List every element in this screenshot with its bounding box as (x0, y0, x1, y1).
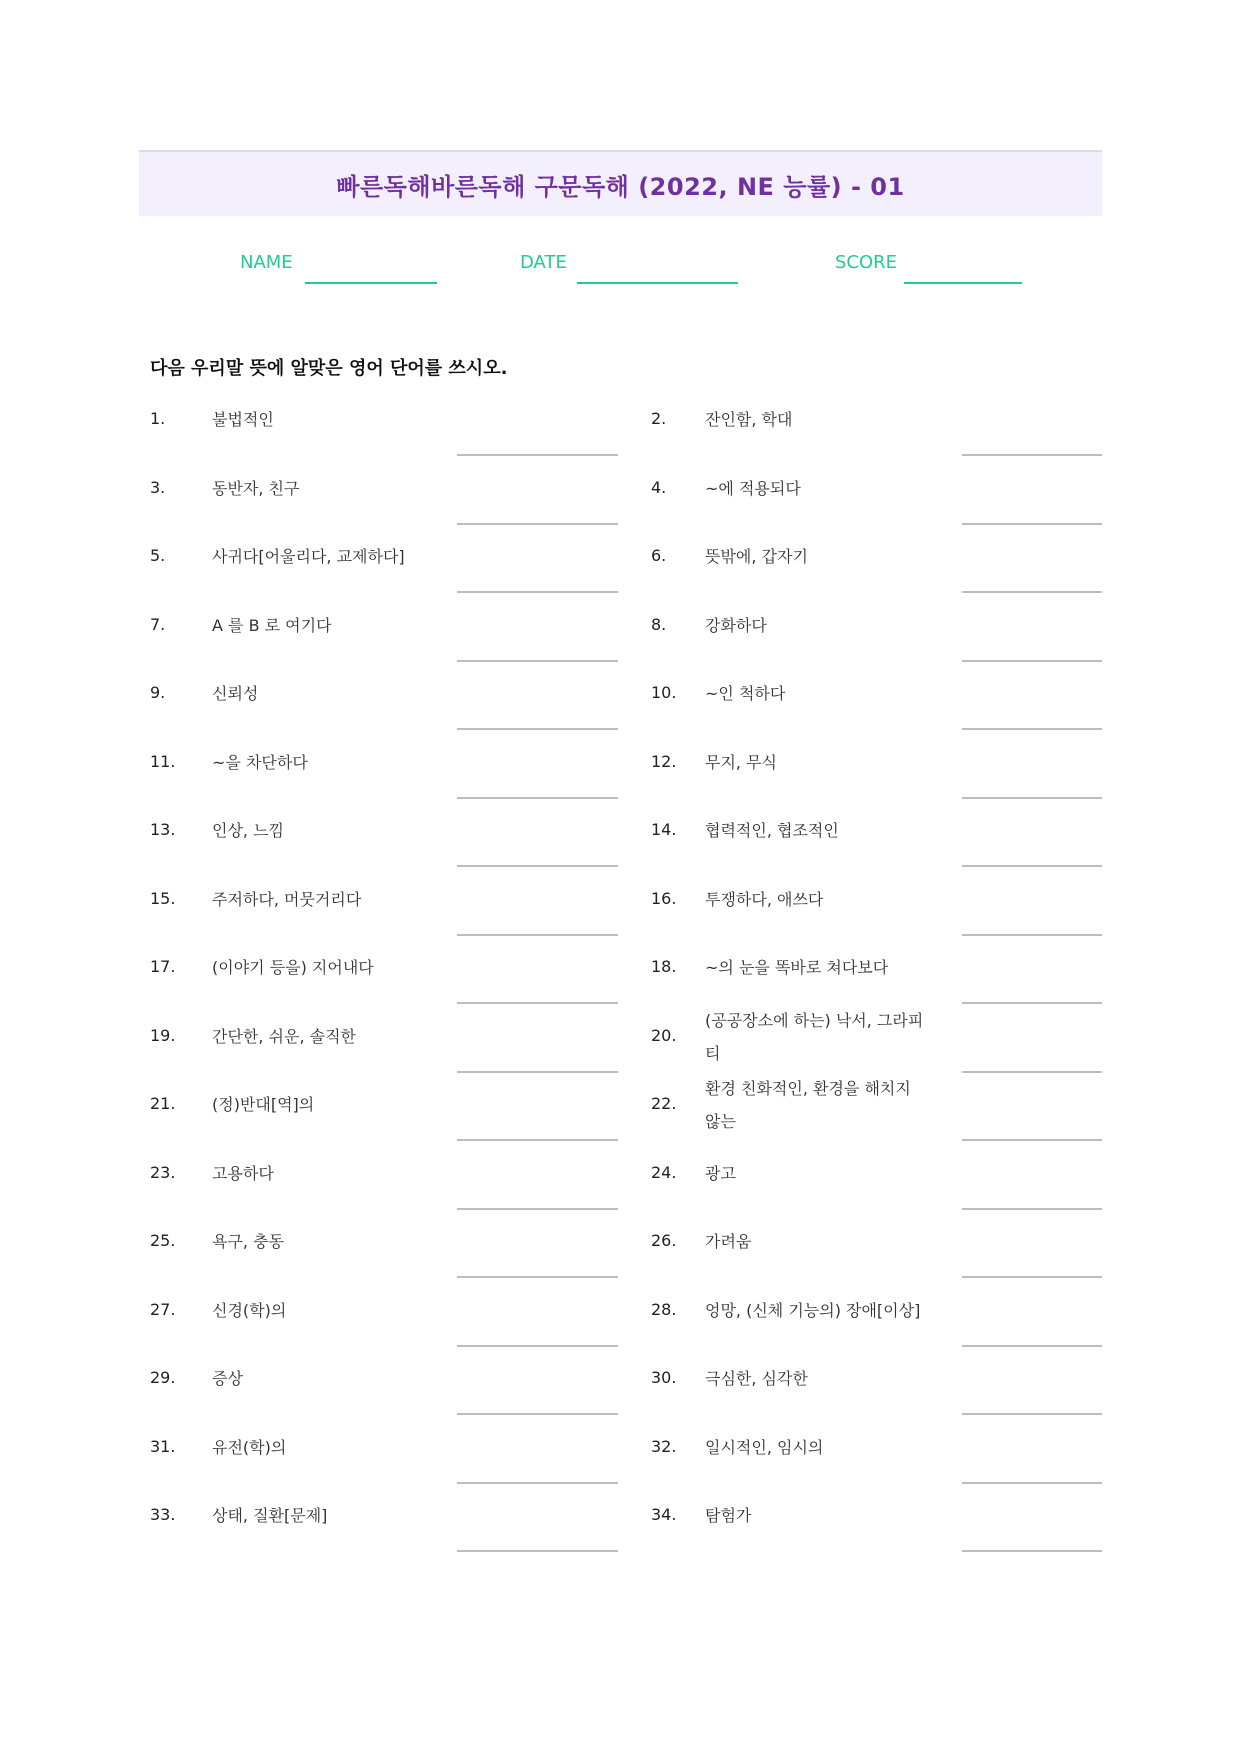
date-label: DATE (520, 252, 567, 273)
item-meaning: 인상, 느낌 (212, 821, 284, 840)
answer-blank-line[interactable] (457, 1482, 618, 1484)
item-meaning: 유전(학)의 (212, 1437, 287, 1457)
answer-blank-line[interactable] (457, 934, 618, 936)
item-meaning: 협력적인, 협조적인 (705, 821, 839, 840)
item-meaning: 신뢰성 (212, 684, 259, 703)
item-number: 25. (150, 1231, 176, 1250)
item-number: 24. (651, 1162, 677, 1182)
answer-blank-line[interactable] (962, 523, 1102, 525)
name-field-line[interactable] (305, 282, 437, 284)
answer-blank-line[interactable] (962, 1345, 1102, 1347)
answer-blank-line[interactable] (962, 660, 1102, 662)
answer-blank-line[interactable] (962, 1413, 1102, 1415)
item-number: 13. (150, 820, 176, 839)
item-number: 27. (150, 1299, 176, 1319)
answer-blank-line[interactable] (457, 660, 618, 662)
item-number: 6. (651, 546, 667, 565)
answer-blank-line[interactable] (457, 1002, 618, 1004)
item-number: 28. (651, 1299, 677, 1319)
score-label: SCORE (835, 252, 898, 273)
item-meaning: (이야기 등을) 지어내다 (212, 958, 374, 977)
item-number: 33. (150, 1505, 176, 1524)
item-number: 1. (150, 409, 166, 428)
answer-blank-line[interactable] (457, 454, 618, 456)
answer-blank-line[interactable] (457, 1071, 618, 1073)
answer-blank-line[interactable] (962, 454, 1102, 456)
item-meaning: 광고 (705, 1163, 736, 1183)
item-meaning: ~을 차단하다 (212, 752, 308, 772)
date-field-line[interactable] (577, 282, 738, 284)
item-meaning: A 를 B 로 여기다 (212, 615, 332, 635)
score-field-line[interactable] (904, 282, 1022, 284)
item-meaning: 고용하다 (212, 1163, 274, 1183)
item-meaning: 동반자, 친구 (212, 478, 300, 498)
item-meaning: 무지, 무식 (705, 752, 777, 772)
item-number: 14. (651, 820, 677, 839)
answer-blank-line[interactable] (457, 1413, 618, 1415)
answer-blank-line[interactable] (457, 1139, 618, 1141)
item-number: 34. (651, 1505, 677, 1524)
answer-blank-line[interactable] (457, 1345, 618, 1347)
item-meaning: 증상 (212, 1369, 243, 1388)
item-number: 3. (150, 477, 166, 497)
item-meaning: 가려움 (705, 1232, 752, 1251)
answer-blank-line[interactable] (962, 1550, 1102, 1552)
item-number: 20. (651, 1025, 677, 1045)
item-number: 21. (150, 1094, 176, 1113)
item-meaning: 간단한, 쉬운, 솔직한 (212, 1026, 356, 1046)
answer-blank-line[interactable] (962, 865, 1102, 867)
item-meaning: ~인 척하다 (705, 684, 786, 703)
item-meaning: 욕구, 충동 (212, 1232, 284, 1251)
item-number: 32. (651, 1436, 677, 1456)
item-number: 11. (150, 751, 176, 771)
item-number: 23. (150, 1162, 176, 1182)
answer-blank-line[interactable] (457, 1550, 618, 1552)
answer-blank-line[interactable] (457, 1208, 618, 1210)
answer-blank-line[interactable] (962, 1276, 1102, 1278)
item-number: 30. (651, 1368, 677, 1387)
worksheet-title-banner (139, 150, 1102, 216)
item-number: 12. (651, 751, 677, 771)
item-number: 10. (651, 683, 677, 702)
item-meaning: (정)반대[역]의 (212, 1095, 315, 1114)
item-meaning: 불법적인 (212, 410, 274, 429)
item-meaning: (공공장소에 하는) 낙서, 그라피티 (705, 1010, 924, 1063)
item-number: 16. (651, 888, 677, 908)
item-number: 18. (651, 957, 677, 976)
answer-blank-line[interactable] (457, 728, 618, 730)
item-meaning: 투쟁하다, 애쓰다 (705, 889, 824, 909)
item-meaning: 사귀다[어울리다, 교제하다] (212, 547, 405, 566)
item-meaning: 강화하다 (705, 615, 767, 635)
answer-blank-line[interactable] (962, 1208, 1102, 1210)
item-meaning: 주저하다, 머뭇거리다 (212, 889, 362, 909)
item-number: 15. (150, 888, 176, 908)
answer-blank-line[interactable] (962, 591, 1102, 593)
item-number: 9. (150, 683, 166, 702)
instruction-text: 다음 우리말 뜻에 알맞은 영어 단어를 쓰시오. (150, 358, 508, 379)
worksheet-title: 빠른독해바른독해 구문독해 (2022, NE 능률) - 01 (336, 172, 905, 201)
answer-blank-line[interactable] (457, 865, 618, 867)
item-meaning: 극심한, 심각한 (705, 1369, 808, 1388)
item-number: 7. (150, 614, 166, 634)
item-number: 31. (150, 1436, 176, 1456)
name-label: NAME (240, 252, 293, 273)
item-meaning: 엉망, (신체 기능의) 장애[이상] (705, 1300, 921, 1320)
item-meaning: 잔인함, 학대 (705, 410, 793, 429)
item-number: 19. (150, 1025, 176, 1045)
item-meaning: 일시적인, 임시의 (705, 1437, 824, 1457)
item-meaning: 환경 친화적인, 환경을 해치지 않는 (705, 1079, 911, 1131)
item-meaning: 뜻밖에, 갑자기 (705, 547, 808, 566)
item-meaning: 상태, 질환[문제] (212, 1506, 328, 1525)
item-number: 2. (651, 409, 667, 428)
answer-blank-line[interactable] (457, 591, 618, 593)
answer-blank-line[interactable] (962, 1071, 1102, 1073)
answer-blank-line[interactable] (962, 1002, 1102, 1004)
item-meaning: 신경(학)의 (212, 1300, 287, 1320)
item-number: 5. (150, 546, 166, 565)
answer-blank-line[interactable] (962, 1482, 1102, 1484)
item-meaning: 탐험가 (705, 1506, 752, 1525)
answer-blank-line[interactable] (457, 797, 618, 799)
answer-blank-line[interactable] (457, 1276, 618, 1278)
answer-blank-line[interactable] (962, 797, 1102, 799)
answer-blank-line[interactable] (457, 523, 618, 525)
answer-blank-line[interactable] (962, 934, 1102, 936)
item-number: 17. (150, 957, 176, 976)
item-number: 4. (651, 477, 667, 497)
item-number: 26. (651, 1231, 677, 1250)
item-meaning: ~에 적용되다 (705, 478, 801, 498)
item-meaning: ~의 눈을 똑바로 쳐다보다 (705, 958, 889, 977)
item-number: 8. (651, 614, 667, 634)
answer-blank-line[interactable] (962, 728, 1102, 730)
item-number: 29. (150, 1368, 176, 1387)
answer-blank-line[interactable] (962, 1139, 1102, 1141)
item-number: 22. (651, 1094, 677, 1113)
